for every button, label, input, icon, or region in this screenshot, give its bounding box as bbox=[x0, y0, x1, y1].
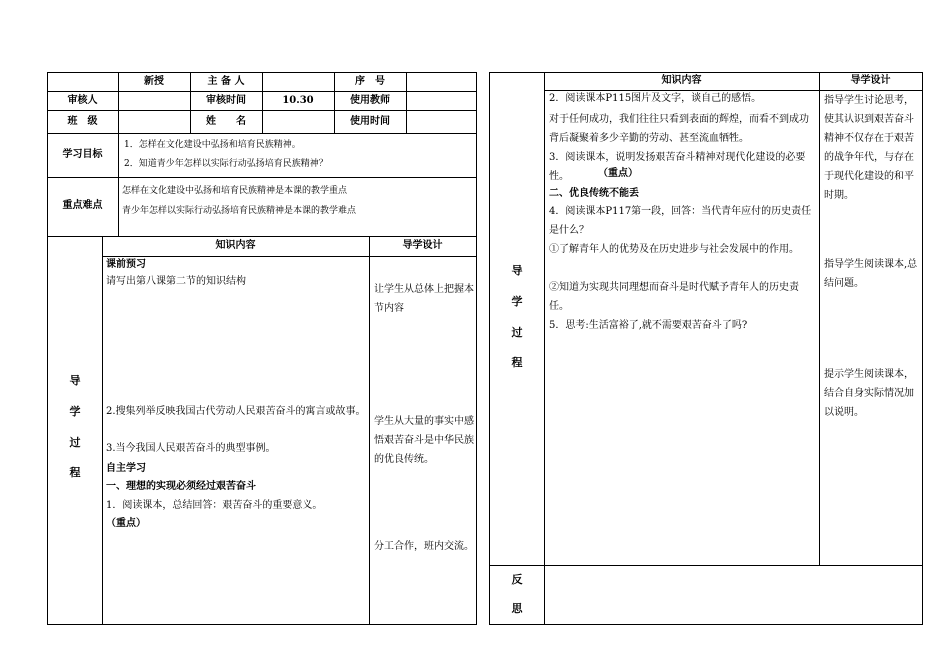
preview-title: 课前预习 bbox=[106, 259, 146, 270]
preview-task: 请写出第八课第二节的知识结构 bbox=[106, 276, 246, 287]
task-modern-examples: 3.当今我国人民艰苦奋斗的典型事例。 bbox=[106, 443, 276, 454]
key-points-label: 重点难点 bbox=[62, 200, 103, 211]
design-column-header: 导学设计 bbox=[850, 75, 891, 86]
question-item: 1．阅读课本，总结回答：艰苦奋斗的重要意义。 bbox=[106, 500, 323, 511]
review-time-value: 10.30 bbox=[282, 95, 314, 106]
reflection-label-char: 反 bbox=[511, 573, 523, 586]
process-label-char: 程 bbox=[511, 356, 523, 369]
process-label-char: 导 bbox=[511, 264, 523, 277]
answer-item: ②知道为实现共同理想而奋斗是时代赋予青年人的历史责任。 bbox=[549, 282, 799, 312]
key-point-item: 怎样在文化建设中弘扬和培育民族精神是本课的教学重点 bbox=[122, 186, 348, 196]
design-note: 指导学生阅读课本,总结问题。 bbox=[824, 259, 918, 289]
content-column-header: 知识内容 bbox=[661, 75, 702, 86]
task-ancient-stories: 2.搜集列举反映我国古代劳动人民艰苦奋斗的寓言或故事。 bbox=[106, 406, 366, 417]
serial-no-label: 序 号 bbox=[355, 76, 385, 87]
content-column-header: 知识内容 bbox=[215, 240, 256, 251]
review-time-label: 审核时间 bbox=[206, 95, 246, 106]
reflection-text: 对于任何成功，我们往往只看到表面的辉煌，而看不到成功背后凝聚着多少辛勤的劳动、甚至流血牺牲。 bbox=[549, 114, 809, 144]
goal-item: 1．怎样在文化建设中弘扬和培育民族精神。 bbox=[124, 140, 301, 150]
design-column-header: 导学设计 bbox=[402, 240, 443, 251]
key-tag: （重点） bbox=[106, 518, 146, 529]
section-title: 二、优良传统不能丢 bbox=[549, 188, 639, 199]
question-item: 2．阅读课本P115图片及文字，谈自己的感悟。 bbox=[549, 93, 762, 104]
reflection-label-char: 思 bbox=[511, 602, 523, 615]
goal-item: 2．知道青少年怎样以实际行动弘扬培育民族精神？ bbox=[124, 159, 328, 169]
name-label: 姓 名 bbox=[206, 116, 246, 127]
goals-label: 学习目标 bbox=[62, 149, 103, 160]
design-note: 分工合作，班内交流。 bbox=[374, 541, 474, 552]
process-label-char: 过 bbox=[69, 436, 81, 449]
section-title: 一、理想的实现必须经过艰苦奋斗 bbox=[106, 481, 256, 492]
process-label-char: 过 bbox=[511, 326, 523, 339]
design-note: 指导学生讨论思考，使其认识到艰苦奋斗精神不仅存在于艰苦的战争年代，与存在于现代化建设的和平时期。 bbox=[824, 95, 914, 201]
process-label-char: 导 bbox=[69, 374, 81, 387]
new-lesson-label: 新授 bbox=[144, 76, 164, 87]
class-label: 班 级 bbox=[67, 116, 98, 127]
self-study-title: 自主学习 bbox=[106, 463, 146, 474]
question-item: 3．阅读课本，说明发扬艰苦奋斗精神对现代化建设的必要性。 bbox=[549, 152, 806, 182]
design-note: 提示学生阅读课本，结合自身实际情况加以说明。 bbox=[824, 369, 914, 418]
reviewer-label: 审核人 bbox=[67, 95, 98, 106]
question-item: 5．思考:生活富裕了,就不需要艰苦奋斗了吗? bbox=[549, 320, 748, 331]
question-item: 4．阅读课本P117第一段，回答：当代青年应付的历史责任是什么？ bbox=[549, 206, 812, 236]
process-label-char: 学 bbox=[511, 295, 523, 308]
design-note: 学生从大量的事实中感悟艰苦奋斗是中华民族的优良传统。 bbox=[374, 416, 474, 465]
preparer-label: 主 备 人 bbox=[207, 76, 245, 87]
design-note: 让学生从总体上把握本节内容 bbox=[374, 284, 474, 314]
process-label-char: 程 bbox=[69, 466, 81, 479]
use-time-label: 使用时间 bbox=[350, 116, 390, 127]
process-label-char: 学 bbox=[69, 405, 81, 418]
key-point-item: 青少年怎样以实际行动弘扬培育民族精神是本课的教学难点 bbox=[122, 206, 357, 216]
answer-item: ①了解青年人的优势及在历史进步与社会发展中的作用。 bbox=[549, 244, 799, 255]
using-teacher-label: 使用教师 bbox=[350, 95, 390, 106]
key-tag: （重点） bbox=[598, 168, 638, 179]
